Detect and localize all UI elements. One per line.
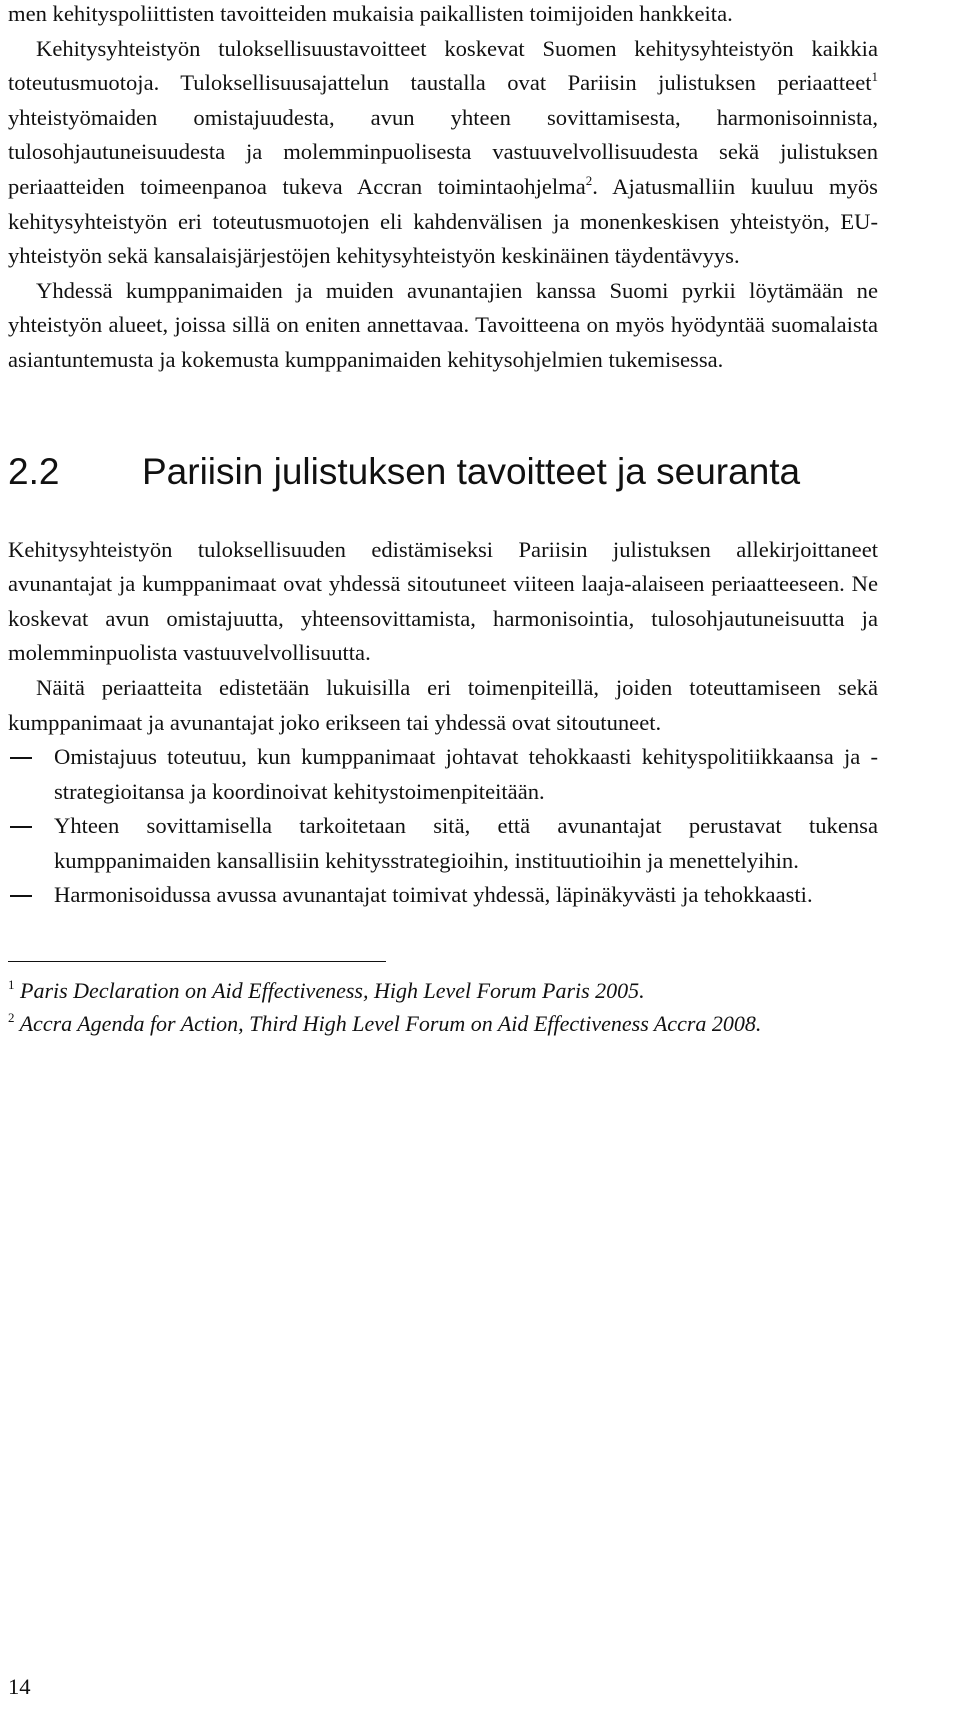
paragraph-principles: Näitä periaatteita edistetään lukuisilla eri toimenpiteillä, joiden toteuttamiseen sekä kumppanimaat ja avunantajat joko erikseen tai yhdessä ovat sitoutuneet. [8,674,878,735]
paragraph-partners: Yhdessä kumppanimaiden ja muiden avunantajien kanssa Suomi pyrkii löytämään ne yhteistyön alueet, joissa sillä on eniten annettavaa. Tavoitteena on myös hyödyntää suomalaista asiantuntemusta ja kokemusta kumppanimaiden kehitysohjelmien tukemisessa. [8,277,878,372]
list-item [8,878,878,913]
footnote-ref-1: 1 [871,69,878,85]
list-item-text: Harmonisoidussa avussa avunantajat toimivat yhdessä, läpinäkyvästi ja tehokkaasti. [54,882,813,908]
footnote-ref-2: 2 [585,172,593,188]
dash-bullet-icon [8,878,54,913]
footnote-text: Accra Agenda for Action, Third High Level Forum on Aid Effectiveness Accra 2008. [19,1011,762,1037]
footnote-text: Paris Declaration on Aid Effectiveness, High Level Forum Paris 2005. [20,978,645,1004]
list-item [8,740,878,809]
paragraph-paris-declaration: Kehitysyhteistyön tuloksellisuuden edistämiseksi Pariisin julistuksen allekirjoittaneet avunantajat ja kumppanimaat ovat yhdessä sitoutuneet viiteen laaja-alaiseen periaatteeseen. Ne koskevat avun omistajuutta, yhteensovittamista, harmonisointia, tulosohjautuneisuutta ja molemminpuolista vastuuvelvollisuutta. [8,536,878,666]
paragraph-intro: men kehityspoliittisten tavoitteiden mukaisia paikallisten toimijoiden hankkeita. [8,1,733,26]
paragraph-results [8,32,878,274]
footnote-mark: 1 [8,977,15,993]
list-item-text: Yhteen sovittamisella tarkoitetaan sitä, että avunantajat perustavat tukensa kumppanimaiden kansallisiin kehitysstrategioihin, instituutioihin ja menettelyihin. [54,813,878,873]
page-number: 14 [8,1674,31,1699]
list-item [8,809,878,878]
footnote-mark: 2 [8,1010,15,1026]
section-heading [8,450,878,494]
paragraph-text: . Ajatusmalliin kuuluu myös kehitysyhteistyön eri toteutusmuotojen eli kahdenvälisen ja monenkeskisen yhteistyön, EU-yhteistyön sekä kansalaisjärjestöjen kehitysyhteistyön keskinäinen täydentävyys. [8,173,878,269]
paragraph-text: yhteistyömaiden omistajuudesta, avun yhteen sovittamisesta, harmonisoinnista, tulosohjautuneisuudesta ja molemminpuolisesta vastuuvelvollisuudesta sekä julistuksen periaatteiden toimeenpanoa tukeva Accran toimintaohjelma [8,104,878,199]
paragraph-text: Kehitysyhteistyön tuloksellisuustavoitteet koskevat Suomen kehitysyhteistyön kaikkia toteutusmuotoja. Tuloksellisuusajattelun taustalla ovat Pariisin julistuksen periaatteet [8,35,878,96]
section-title: Pariisin julistuksen tavoitteet ja seuranta [142,450,801,492]
section-number: 2.2 [8,450,60,492]
footnote-2 [8,1007,878,1040]
principles-list [8,740,878,913]
footnote-separator [8,961,386,962]
footnote-1 [8,974,878,1007]
list-item-text: Omistajuus toteutuu, kun kumppanimaat johtavat tehokkaasti kehityspolitiikkaansa ja -strategioitansa ja koordinoivat kehitystoimenpiteitään. [54,744,878,804]
dash-bullet-icon [8,740,54,809]
document-page [8,0,878,1040]
dash-bullet-icon [8,809,54,878]
